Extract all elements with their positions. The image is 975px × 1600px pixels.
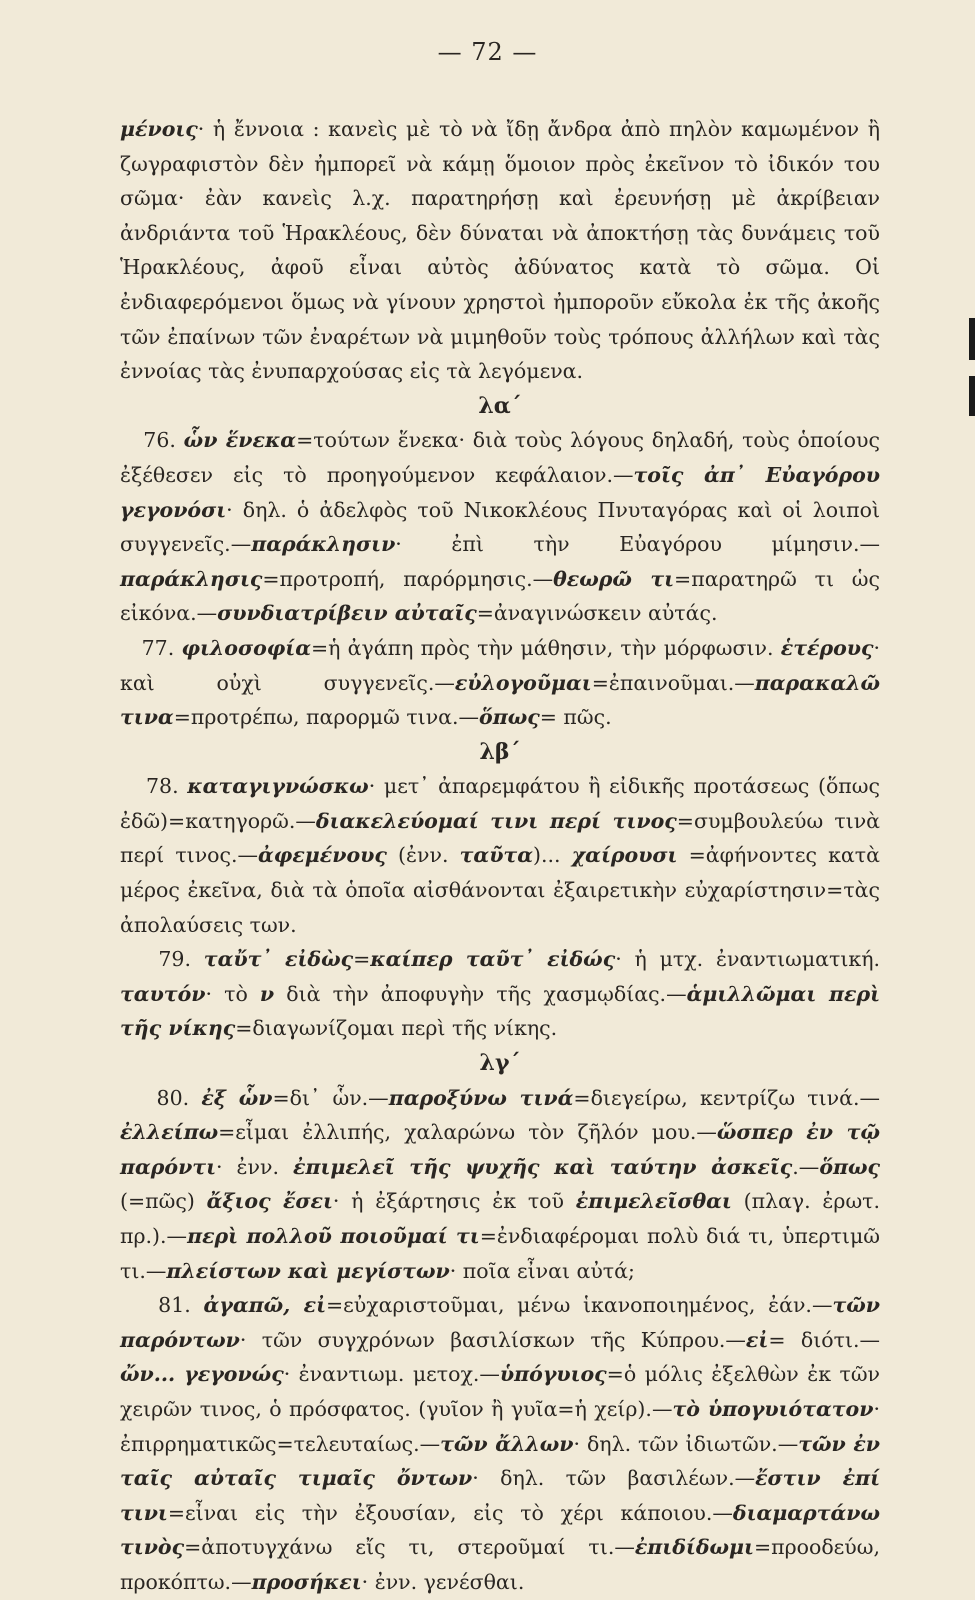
gloss: (=πῶς) (120, 1189, 207, 1214)
gloss: (πλαγ. ἐρωτ. πρ.).— (120, 1189, 881, 1248)
gloss: .— (792, 1154, 820, 1179)
note-number: 81. (158, 1293, 191, 1318)
gloss: =τούτων ἕνεκα· διὰ τοὺς λόγους δηλαδή, τοὺς ὁποίους ἐξέθεσεν εἰς τὸ προηγούμενον κεφάλαιον.— (120, 428, 880, 487)
gloss: = πῶς. (539, 705, 612, 730)
gloss: · ἐνν. (216, 1154, 294, 1179)
lemma: εἰ (745, 1327, 769, 1352)
lemma: ὧν ἕνεκα (183, 428, 297, 453)
gloss: · ἐπιρρηματικῶς=τελευταίως.— (120, 1396, 880, 1456)
gloss: =ἡ ἀγάπη πρὸς τὴν μάθησιν, τὴν μόρφωσιν. (311, 635, 774, 660)
gloss: =παρατηρῶ τι ὡς εἰκόνα.— (120, 566, 880, 626)
lemma: τοῖς ἀπ᾿ Εὐαγόρου γεγονόσι (120, 462, 880, 522)
section-heading-lb: λβ΄ (479, 738, 521, 765)
note-number: 79. (158, 947, 191, 972)
gloss: =ἀποτυγχάνω εἴς τι, στεροῦμαί τι.— (184, 1535, 635, 1560)
gloss: )... (533, 843, 572, 868)
section-heading-lg: λγ΄ (479, 1050, 521, 1077)
note-78 (120, 769, 880, 942)
gloss: · ἡ ἐξάρτησις ἐκ τοῦ (332, 1189, 576, 1214)
lemma: ὅπως (819, 1154, 880, 1179)
lemma: περὶ πολλοῦ ποιοῦμαί τι (187, 1224, 480, 1248)
lemma: ν (259, 981, 275, 1006)
note-number: 80. (156, 1085, 190, 1110)
lemma: ἐπιμελεῖ τῆς ψυχῆς καὶ ταύτην ἀσκεῖς (293, 1154, 793, 1179)
lemma: ὤν... γεγονώς (120, 1362, 284, 1387)
gloss: =ἐπαινοῦμαι.— (591, 670, 755, 695)
gloss: διὰ τὴν ἀποφυγὴν τῆς χασμῳδίας.— (274, 981, 687, 1006)
page-number: — 72 — (437, 38, 538, 66)
note-76 (120, 423, 880, 631)
note-number: 78. (145, 774, 179, 799)
lemma: ἑτέρους (780, 635, 874, 660)
note-80 (120, 1081, 880, 1289)
lemma: ταῦτα (459, 843, 533, 868)
lemma: ὑπόγυιος (499, 1362, 607, 1387)
gloss: =προοδεύω, προκόπτω.— (120, 1535, 880, 1594)
paragraph-intro (120, 112, 880, 389)
note-77 (120, 631, 880, 735)
lemma: τῶν ἐν ταῖς αὐταῖς τιμαῖς ὄντων (120, 1431, 880, 1491)
note-number: 76. (143, 428, 176, 453)
gloss: = διότι.— (768, 1327, 880, 1352)
lemma: παράκλησις (120, 566, 263, 591)
lemma: ἐξ ὧν (201, 1085, 273, 1110)
lemma: ἔστιν ἐπί τινι (120, 1466, 880, 1525)
gloss: · ἐπὶ τὴν Εὐαγόρου μίμησιν.— (395, 532, 880, 557)
gloss: · ἡ ἔννοια : κανεὶς μὲ τὸ νὰ ἴδῃ ἄνδρα ἀπὸ πηλὸν καμωμένον ἢ ζωγραφιστὸν δὲν ἠμπορεῖ νὰ κάμῃ ὅμοιον πρὸς ἐκεῖνον τὸ ἰδικόν του σῶμα· ἐὰν κανεὶς λ.χ. παρατηρήσῃ καὶ ἐρευνήσῃ μὲ ἀκρίβειαν ἀνδριάντα τοῦ Ἡρακλέους, δὲν δύναται νὰ ἀποκτήσῃ τὰς δυνάμεις τοῦ Ἡρακλέους, ἀφοῦ εἶναι αὐτὸς ἀδύνατος κατὰ τὸ σῶμα. Οἱ ἐνδιαφερόμενοι ὅμως νὰ γίνουν χρηστοὶ ἠμποροῦν εὔκολα ἐκ τῆς ἀκοῆς τῶν ἐπαίνων τῶν ἐναρέτων νὰ μιμηθοῦν τοὺς τρόπους ἀλλήλων καὶ τὰς ἐννοίας τὰς ἐνυπαρχούσας εἰς τὰ λεγόμενα. (120, 117, 880, 384)
gloss: · καὶ οὐχὶ συγγενεῖς.— (120, 635, 880, 695)
note-79 (120, 942, 880, 1046)
gloss: =ὁ μόλις ἐξελθὼν ἐκ τῶν χειρῶν τινος, ὁ πρόσφατος. (γυῖον ἢ γυῖα=ἡ χείρ).— (120, 1362, 880, 1421)
gloss: =ἀφήνοντες κατὰ μέρος ἐκεῖνα, διὰ τὰ ὁποῖα αἰσθάνονται ἐξαιρετικὴν εὐχαρίστησιν=τὰς ἀπολαύσεις των. (120, 843, 880, 937)
lemma: διακελεύομαί τινι περί τινος (315, 808, 677, 833)
lemma: πλείστων καὶ μεγίστων (166, 1258, 450, 1283)
lemma: ὅπως (479, 705, 540, 730)
lemma: τῶν ἄλλων (440, 1431, 574, 1456)
lemma: ἐπιμελεῖσθαι (575, 1189, 732, 1214)
scan-edge-mark (969, 376, 975, 416)
gloss: · δηλ. τῶν βασιλέων.— (472, 1466, 756, 1491)
gloss: =διαγωνίζομαι περὶ τῆς νίκης. (235, 1016, 558, 1041)
lemma: θεωρῶ τι (553, 566, 675, 591)
gloss: = (353, 947, 371, 972)
commentary-text (120, 112, 880, 1600)
gloss: · τὸ (205, 981, 260, 1006)
gloss: · δηλ. ὁ ἀδελφὸς τοῦ Νικοκλέους Πνυταγόρας καὶ οἱ λοιποὶ συγγενεῖς.— (120, 497, 880, 557)
note-81 (120, 1288, 880, 1599)
lemma: ἄξιος ἔσει (206, 1189, 333, 1214)
gloss: =προτροπή, παρόρμησις.— (262, 566, 554, 591)
lemma: προσήκει (251, 1569, 362, 1594)
gloss: · ποῖα εἶναι αὐτά; (449, 1258, 635, 1283)
lemma: παράκλησιν (251, 532, 396, 557)
lemma: ταυτόν (120, 981, 206, 1006)
gloss: =εὐχαριστοῦμαι, μένω ἱκανοποιημένος, ἐάν.— (325, 1293, 833, 1318)
gloss: =δι᾿ ὧν.— (272, 1085, 389, 1110)
lemma: καίπερ ταῦτ᾿ εἰδώς (370, 947, 616, 972)
gloss: · ἡ μτχ. ἐναντιωματική. (615, 947, 880, 972)
lemma: καταγιγνώσκω (187, 774, 369, 799)
lemma: χαίρουσι (571, 843, 678, 868)
gloss: =διεγείρω, κεντρίζω τινά.— (573, 1085, 880, 1110)
gloss: · τῶν συγχρόνων βασιλίσκων τῆς Κύπρου.— (239, 1327, 746, 1352)
lemma: τῶν παρόντων (120, 1293, 880, 1352)
gloss: · ἐνν. γενέσθαι. (361, 1569, 525, 1594)
lemma: εὐλογοῦμαι (454, 670, 592, 695)
lemma: τὸ ὑπογυιότατον (672, 1396, 874, 1421)
lemma: ὥσπερ ἐν τῷ παρόντι (120, 1120, 880, 1179)
lemma: φιλοσοφία (181, 635, 311, 660)
gloss: · δηλ. τῶν ἰδιωτῶν.— (573, 1431, 799, 1456)
lemma: ἀφεμένους (258, 843, 387, 868)
lemma: παροξύνω τινά (388, 1085, 574, 1110)
lemma: διαμαρτάνω τινὸς (120, 1500, 880, 1560)
section-heading-la: λα΄ (478, 392, 522, 419)
gloss: =συμβουλεύω τινὰ περί τινος.— (120, 808, 881, 868)
gloss: =προτρέπω, παρορμῶ τινα.— (173, 705, 480, 730)
lemma: παρακαλῶ τινα (120, 670, 880, 730)
lemma: ἀγαπῶ, εἰ (203, 1293, 326, 1318)
note-number: 77. (141, 635, 175, 660)
gloss: · ἐναντιωμ. μετοχ.— (283, 1362, 500, 1387)
gloss: =ἀναγινώσκειν αὐτάς. (476, 601, 718, 626)
lemma: ἐπιδίδωμι (634, 1535, 754, 1560)
scan-edge-mark (969, 318, 975, 360)
lemma: ἐλλείπω (120, 1120, 219, 1145)
gloss: (ἐνν. (386, 843, 460, 868)
gloss: =εἶμαι ἐλλιπής, χαλαρώνω τὸν ζῆλόν μου.— (218, 1120, 717, 1145)
lemma: συνδιατρίβειν αὐταῖς (217, 601, 477, 626)
gloss: =εἶναι εἰς τὴν ἐξουσίαν, εἰς τὸ χέρι κάποιου.— (167, 1500, 733, 1525)
lemma: ταὔτ᾿ εἰδὼς (203, 947, 354, 972)
gloss: · μετ᾿ ἀπαρεμφάτου ἢ εἰδικῆς προτάσεως (ὅπως ἐδῶ)=κατηγορῶ.— (120, 774, 880, 833)
lemma: ἁμιλλῶμαι περὶ τῆς νίκης (120, 981, 880, 1041)
lemma: μένοις (120, 117, 198, 141)
gloss: =ἐνδιαφέρομαι πολὺ διά τι, ὑπερτιμῶ τι.— (120, 1224, 880, 1283)
